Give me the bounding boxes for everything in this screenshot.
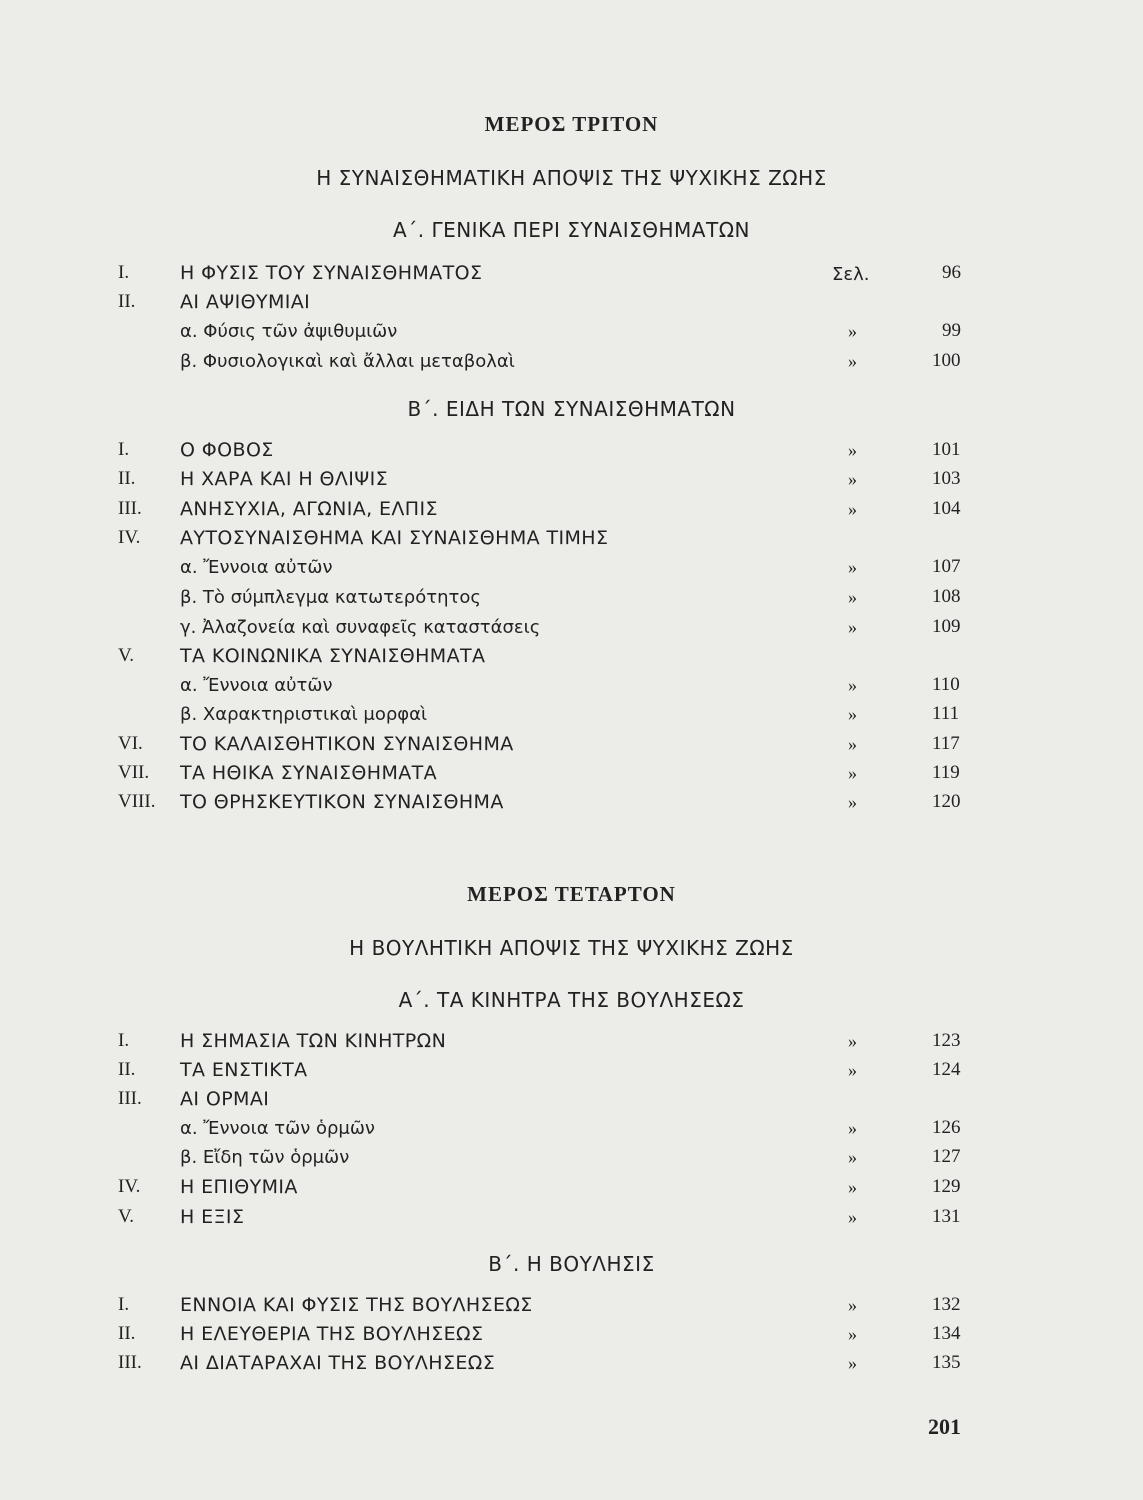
toc-entry: ΤΟ ΚΑΛΑΙΣΘΗΤΙΚΟΝ ΣΥΝΑΙΣΘΗΜΑ [180, 733, 514, 755]
toc-subentry: α. Ἔννοια αὐτῶν [180, 557, 333, 578]
ditto-mark: » [848, 321, 857, 341]
toc-entry: ΤΟ ΘΡΗΣΚΕΥΤΙΚΟΝ ΣΥΝΑΙΣΘΗΜΑ [180, 791, 504, 813]
toc-entry: ΤΑ ΚΟΙΝΩΝΙΚΑ ΣΥΝΑΙΣΘΗΜΑΤΑ [180, 645, 486, 667]
toc-subentry: β. Τὸ σύμπλεγμα κατωτερότητος [180, 587, 481, 608]
entry-number: II. [118, 1323, 136, 1344]
ditto-mark: » [848, 1060, 857, 1080]
toc-subentry: β. Χαρακτηριστικαὶ μορφαὶ [180, 704, 428, 725]
ditto-mark: » [848, 1207, 857, 1227]
entry-page: 131 [932, 1206, 961, 1227]
ditto-mark: » [848, 675, 857, 695]
toc-entry: ΑΥΤΟΣΥΝΑΙΣΘΗΜΑ ΚΑΙ ΣΥΝΑΙΣΘΗΜΑ ΤΙΜΗΣ [180, 527, 609, 549]
part-three-section-b-title: Β΄. ΕΙΔΗ ΤΩΝ ΣΥΝΑΙΣΘΗΜΑΤΩΝ [407, 397, 736, 421]
entry-page: 96 [942, 262, 961, 283]
entry-page: 124 [932, 1059, 961, 1080]
ditto-mark: » [848, 1324, 857, 1344]
entry-number: VII. [118, 762, 150, 783]
toc-entry: ΤΑ ΗΘΙΚΑ ΣΥΝΑΙΣΘΗΜΑΤΑ [180, 762, 438, 784]
toc-subentry: β. Φυσιολογικαὶ καὶ ἄλλαι μεταβολαὶ [180, 351, 515, 372]
ditto-mark: » [848, 499, 857, 519]
toc-subentry: γ. Ἀλαζονεία καὶ συναφεῖς καταστάσεις [180, 617, 541, 638]
entry-number: I. [118, 262, 130, 283]
entry-page: 117 [932, 733, 960, 754]
entry-number: II. [118, 291, 136, 312]
entry-number: I. [118, 1294, 130, 1315]
entry-number: IV. [118, 1176, 141, 1197]
ditto-mark: » [848, 557, 857, 577]
ditto-mark: » [848, 1295, 857, 1315]
toc-entry: Η ΕΛΕΥΘΕΡΙΑ ΤΗΣ ΒΟΥΛΗΣΕΩΣ [180, 1323, 484, 1345]
toc-entry: Η ΕΠΙΘΥΜΙΑ [180, 1176, 298, 1198]
toc-subentry: α. Ἔννοια αὐτῶν [180, 675, 333, 696]
part-four-subtitle: Η ΒΟΥΛΗΤΙΚΗ ΑΠΟΨΙΣ ΤΗΣ ΨΥΧΙΚΗΣ ΖΩΗΣ [349, 936, 794, 960]
entry-page: 100 [932, 350, 961, 371]
entry-page: 127 [932, 1146, 961, 1167]
entry-page: 135 [932, 1352, 961, 1373]
ditto-mark: » [848, 1031, 857, 1051]
toc-entry: Η ΕΞΙΣ [180, 1206, 245, 1228]
part-four-section-b-title: Β΄. Η ΒΟΥΛΗΣΙΣ [488, 1252, 655, 1276]
entry-page: 111 [932, 703, 960, 724]
part-four-title: ΜΕΡΟΣ ΤΕΤΑΡΤΟΝ [467, 882, 676, 906]
ditto-mark: » [848, 351, 857, 371]
entry-page: 104 [932, 498, 961, 519]
toc-subentry: α. Ἔννοια τῶν ὁρμῶν [180, 1118, 375, 1139]
entry-number: IV. [118, 527, 141, 548]
part-four-section-a-title: Α΄. ΤΑ ΚΙΝΗΤΡΑ ΤΗΣ ΒΟΥΛΗΣΕΩΣ [398, 988, 745, 1012]
ditto-mark: » [848, 763, 857, 783]
part-three-section-a-title: Α΄. ΓΕΝΙΚΑ ΠΕΡΙ ΣΥΝΑΙΣΘΗΜΑΤΩΝ [393, 218, 750, 242]
toc-entry: Ο ΦΟΒΟΣ [180, 439, 274, 461]
page-column-label: Σελ. [832, 264, 870, 285]
ditto-mark: » [848, 1147, 857, 1167]
ditto-mark: » [848, 440, 857, 460]
ditto-mark: » [848, 469, 857, 489]
entry-number: VI. [118, 733, 143, 754]
entry-page: 107 [932, 556, 961, 577]
ditto-mark: » [848, 587, 857, 607]
entry-page: 126 [932, 1117, 961, 1138]
entry-number: II. [118, 1059, 136, 1080]
entry-page: 108 [932, 586, 961, 607]
toc-subentry: α. Φύσις τῶν ἀψιθυμιῶν [180, 321, 398, 342]
toc-subentry: β. Εἴδη τῶν ὁρμῶν [180, 1147, 350, 1168]
entry-page: 132 [932, 1294, 961, 1315]
entry-page: 129 [932, 1176, 961, 1197]
ditto-mark: » [848, 617, 857, 637]
ditto-mark: » [848, 1353, 857, 1373]
ditto-mark: » [848, 792, 857, 812]
entry-number: III. [118, 1352, 142, 1373]
ditto-mark: » [848, 734, 857, 754]
toc-entry: ΑΙ ΟΡΜΑΙ [180, 1088, 270, 1110]
toc-entry: ΑΝΗΣΥΧΙΑ, ΑΓΩΝΙΑ, ΕΛΠΙΣ [180, 498, 438, 520]
entry-number: I. [118, 439, 130, 460]
toc-entry: ΑΙ ΔΙΑΤΑΡΑΧΑΙ ΤΗΣ ΒΟΥΛΗΣΕΩΣ [180, 1352, 496, 1374]
part-three-title: ΜΕΡΟΣ ΤΡΙΤΟΝ [484, 112, 659, 136]
page-number: 201 [928, 1414, 961, 1439]
toc-entry: Η ΧΑΡΑ ΚΑΙ Η ΘΛΙΨΙΣ [180, 468, 388, 490]
entry-number: I. [118, 1030, 130, 1051]
toc-entry: ΑΙ ΑΨΙΘΥΜΙΑΙ [180, 291, 311, 313]
entry-number: V. [118, 1206, 135, 1227]
entry-page: 134 [932, 1323, 961, 1344]
entry-number: II. [118, 468, 136, 489]
entry-number: VIII. [118, 791, 156, 812]
ditto-mark: » [848, 704, 857, 724]
ditto-mark: » [848, 1118, 857, 1138]
entry-page: 110 [932, 674, 960, 695]
part-three-subtitle: Η ΣΥΝΑΙΣΘΗΜΑΤΙΚΗ ΑΠΟΨΙΣ ΤΗΣ ΨΥΧΙΚΗΣ ΖΩΗΣ [316, 166, 827, 190]
entry-page: 99 [942, 320, 961, 341]
toc-entry: Η ΦΥΣΙΣ ΤΟΥ ΣΥΝΑΙΣΘΗΜΑΤΟΣ [180, 262, 483, 284]
ditto-mark: » [848, 1177, 857, 1197]
entry-number: V. [118, 645, 135, 666]
entry-page: 109 [932, 616, 961, 637]
entry-page: 120 [932, 791, 961, 812]
entry-page: 103 [932, 468, 961, 489]
entry-number: III. [118, 1088, 142, 1109]
entry-page: 101 [932, 439, 961, 460]
toc-entry: ΕΝΝΟΙΑ ΚΑΙ ΦΥΣΙΣ ΤΗΣ ΒΟΥΛΗΣΕΩΣ [180, 1294, 533, 1316]
toc-entry: ΤΑ ΕΝΣΤΙΚΤΑ [180, 1059, 308, 1081]
entry-page: 119 [932, 762, 960, 783]
toc-entry: Η ΣΗΜΑΣΙΑ ΤΩΝ ΚΙΝΗΤΡΩΝ [180, 1030, 447, 1052]
entry-number: III. [118, 498, 142, 519]
entry-page: 123 [932, 1030, 961, 1051]
